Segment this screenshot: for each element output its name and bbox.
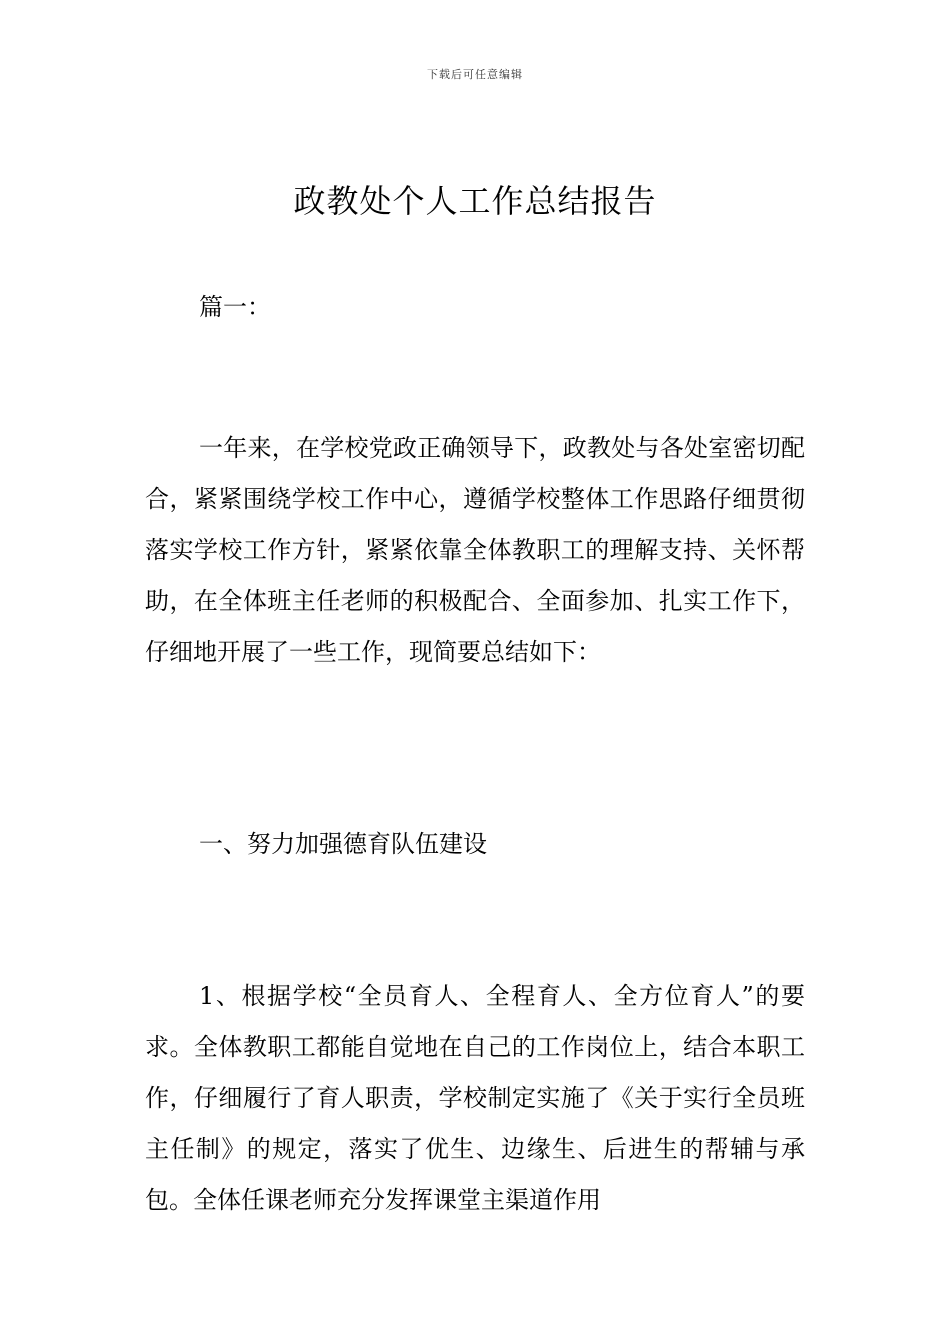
intro-paragraph: 一年来，在学校党政正确领导下，政教处与各处室密切配合，紧紧围绕学校工作中心，遵循学校整体工作思路仔细贯彻落实学校工作方针，紧紧依靠全体教职工的理解支持、关怀帮助，在全体班主任老师的积极配合、全面参加、扎实工作下，仔细地开展了一些工作，现简要总结如下： [145, 434, 805, 666]
page-header-note: 下载后可任意编辑 [427, 68, 523, 81]
document-title: 政教处个人工作总结报告 [293, 182, 657, 220]
part-label: 篇一： [199, 293, 271, 321]
section-heading: 一、努力加强德育队伍建设 [199, 830, 487, 858]
item-paragraph-1: 1、根据学校“全员育人、全程育人、全方位育人”的要求。全体教职工都能自觉地在自己的工作岗位上，结合本职工作，仔细履行了育人职责，学校制定实施了《关于实行全员班主任制》的规定，落实了优生、边缘生、后进生的帮辅与承包。全体任课老师充分发挥课堂主渠道作用 [145, 982, 805, 1214]
